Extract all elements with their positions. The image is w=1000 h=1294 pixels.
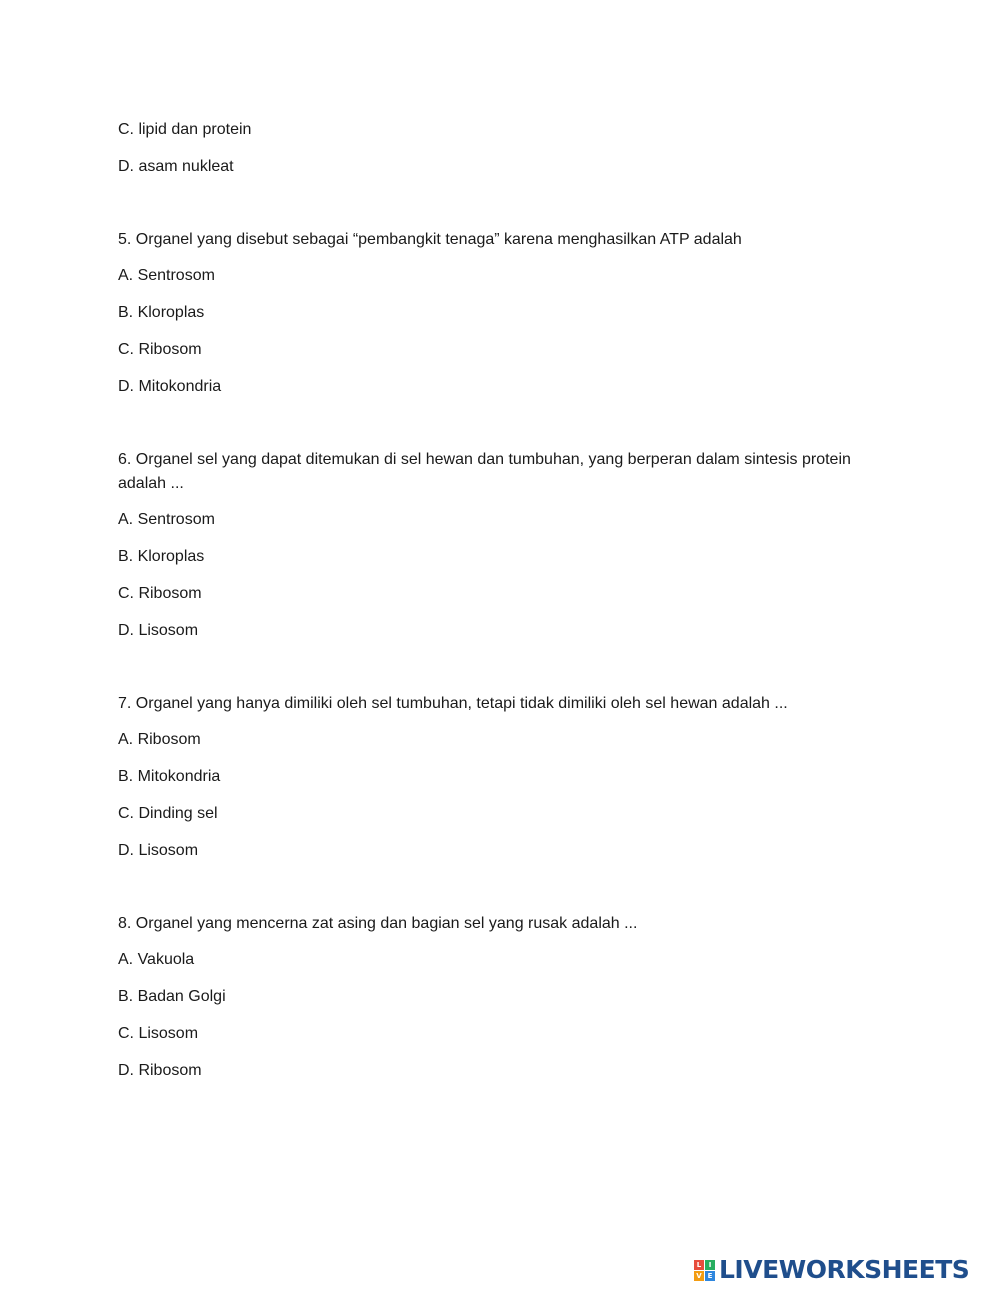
option-a-q6: A. Sentrosom — [118, 511, 215, 529]
section-gap — [118, 876, 888, 912]
question-8: 8. Organel yang mencerna zat asing dan bagian sel yang rusak adalah ... — [118, 914, 638, 932]
option-c-q8: C. Lisosom — [118, 1024, 199, 1042]
option-d-q6: D. Lisosom — [118, 621, 199, 639]
section-gap — [118, 656, 888, 692]
option-b-q6: B. Kloroplas — [118, 548, 205, 566]
option-c-q5: C. Ribosom — [118, 340, 202, 358]
liveworksheets-logo — [694, 1255, 969, 1285]
option-d-q7: D. Lisosom — [118, 841, 199, 859]
option-a-q7: A. Ribosom — [118, 731, 201, 749]
option-c-q6: C. Ribosom — [118, 584, 202, 602]
logo-mark-tile: V — [694, 1271, 704, 1281]
logo-mark-tile: E — [705, 1271, 715, 1281]
option-c-q4: C. lipid dan protein — [118, 121, 252, 138]
option-b-q7: B. Mitokondria — [118, 768, 221, 786]
logo-mark-tile: I — [705, 1260, 715, 1270]
option-a-q5: A. Sentrosom — [118, 267, 215, 285]
question-5: 5. Organel yang disebut sebagai “pembangkit tenaga” karena menghasilkan ATP adalah — [118, 230, 742, 248]
section-gap — [118, 412, 888, 448]
logo-mark-icon — [694, 1260, 715, 1281]
option-b-q5: B. Kloroplas — [118, 304, 205, 322]
option-d-q8: D. Ribosom — [118, 1061, 202, 1079]
question-7: 7. Organel yang hanya dimiliki oleh sel tumbuhan, tetapi tidak dimiliki oleh sel hewan adalah ... — [118, 694, 788, 712]
option-a-q8: A. Vakuola — [118, 951, 195, 969]
section-gap — [118, 192, 888, 228]
option-d-q4: D. asam nukleat — [118, 157, 234, 175]
option-b-q8: B. Badan Golgi — [118, 988, 226, 1006]
option-c-q7: C. Dinding sel — [118, 804, 218, 822]
logo-text: LIVEWORKSHEETS — [719, 1255, 970, 1284]
worksheet-page — [118, 118, 888, 1096]
option-d-q5: D. Mitokondria — [118, 377, 222, 395]
question-6: 6. Organel sel yang dapat ditemukan di sel hewan dan tumbuhan, yang berperan dalam sintesis protein adalah ... — [118, 450, 851, 492]
logo-mark-tile: L — [694, 1260, 704, 1270]
